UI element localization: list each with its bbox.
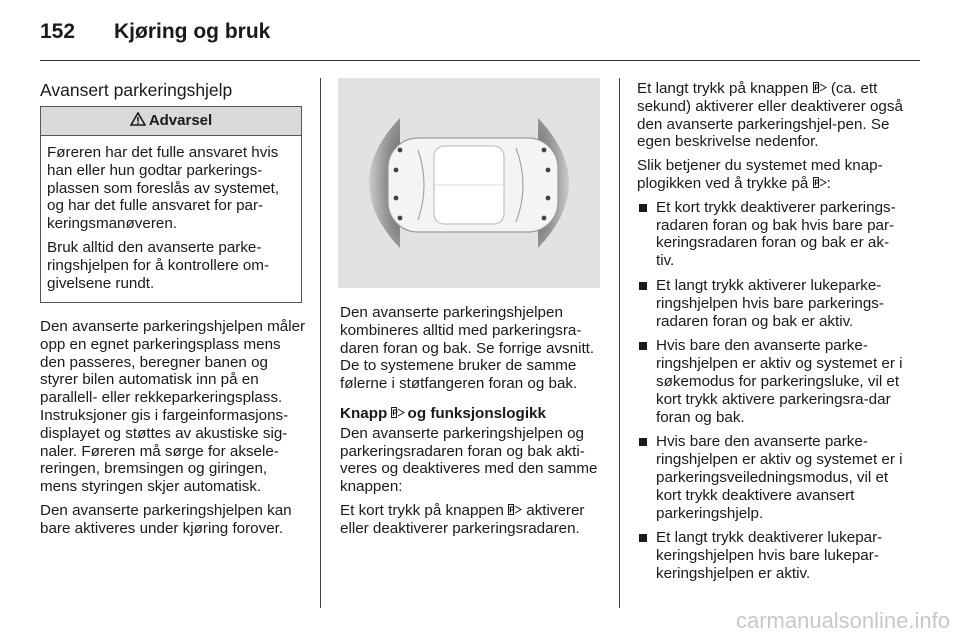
warning-paragraph: Bruk alltid den avanserte parke-ringshjelpen for å kontrollere om-givelsene rundt. [47,238,270,292]
column-2 [340,304,608,544]
bullet-square-icon [639,342,647,350]
list-item [637,337,905,426]
body-paragraph [340,502,608,538]
bullet-square-icon [639,534,647,542]
body-paragraph: Den avanserte parkeringshjelpen og parkeringsradaren foran og bak akti-veres og deaktiveres med den samme knappen: [340,424,598,496]
list-item-text: Hvis bare den avanserte parke-ringshjelpen er aktiv og systemet er i søkemodus for parkeringsluke, vil et kort trykk aktivere parkeringsra-dar foran og bak. [656,337,903,426]
subheading [340,405,608,425]
body-paragraph [637,157,905,193]
svg-text:P: P [813,83,820,93]
body-paragraph: Den avanserte parkeringshjelpen kombineres alltid med parkeringsra-daren foran og bak. Se forrige avsnitt. De to systemene bruker de samme følerne i støtfangeren foran og bak. [340,304,595,393]
list-item-text: Et langt trykk deaktiverer lukepar-keringshjelpen hvis bare lukepar-keringshjelpen er aktiv. [656,529,883,582]
subheading-text: Knapp [340,404,388,422]
subheading-text: og funksjonslogikk [407,404,546,422]
warning-body [41,136,301,302]
section-title: Avansert parkeringshjelp [40,80,233,100]
svg-text:P: P [813,178,820,188]
column-3 [637,80,905,590]
column-divider [619,78,620,608]
header-rule [40,60,920,61]
text-span: Slik betjener du systemet med knap-plogikken ved å trykke på [637,157,883,192]
warning-triangle-icon [130,112,146,129]
list-item [637,529,905,582]
warning-paragraph: Føreren har det fulle ansvaret hvis han eller hun godtar parkerings-plassen som foreslås av systemet, og har det fulle ansvaret for par-keringsmanøveren. [47,144,280,233]
bullet-square-icon [639,204,647,212]
column-1 [40,318,306,544]
body-paragraph: Den avanserte parkeringshjelpen måler opp en egnet parkeringsplass mens den passeres, beregner banen og styrer bilen automatisk inn på en parallell- eller rekkeparkeringsplass. Instruksjoner gis i fargeinformasjons-displayet og støttes av akustiske sig-naler. Føreren må sørge for aksele-reringen, bremsingen og giringen, mens styringen skjer automatisk. [40,318,306,496]
list-item [637,199,905,270]
bullet-list [637,199,905,583]
text-span: Et langt trykk på knappen [637,80,809,97]
page-number: 152 [40,20,76,43]
body-paragraph: Den avanserte parkeringshjelpen kan bare aktiveres under kjøring forover. [40,501,292,537]
list-item [637,433,905,522]
svg-text:P: P [509,505,515,515]
list-item-text: Et kort trykk deaktiverer parkerings-radaren foran og bak hvis bare par-keringsradaren foran og bak er ak-tiv. [656,198,896,270]
chapter-title: Kjøring og bruk [114,20,271,43]
text-span: (ca. ett sekund) aktiverer eller deaktiverer også den avanserte parkeringshjel-pen. Se egen beskrivelse nedenfor. [637,80,903,151]
list-item [637,277,905,330]
page-header [40,20,270,44]
parking-button-icon [813,80,827,97]
list-item-text: Et langt trykk aktiverer lukeparke-ringshjelpen hvis bare parkerings-radaren foran og bak er aktiv. [656,276,884,330]
list-item-text: Hvis bare den avanserte parke-ringshjelpen er aktiv og systemet er i parkeringsveiledningsmodus, vil et kort trykk deaktivere avansert parkeringshjelp. [656,433,903,522]
text-span: aktiverer eller deaktiverer parkeringsradaren. [340,501,585,537]
parking-sensor-illustration [338,78,600,288]
watermark: carmanualsonline.info [735,608,950,633]
column-divider [320,78,321,608]
warning-title: Advarsel [148,112,213,129]
parking-button-icon [508,502,522,519]
svg-text:P: P [392,408,398,418]
text-span: Et kort trykk på knappen [340,501,504,519]
warning-box [40,106,302,303]
warning-header [41,107,301,136]
body-paragraph [637,80,905,151]
parking-button-icon [391,409,407,421]
parking-button-icon [813,175,827,192]
bullet-square-icon [639,438,647,446]
bullet-square-icon [639,282,647,290]
text-span: : [826,174,831,192]
